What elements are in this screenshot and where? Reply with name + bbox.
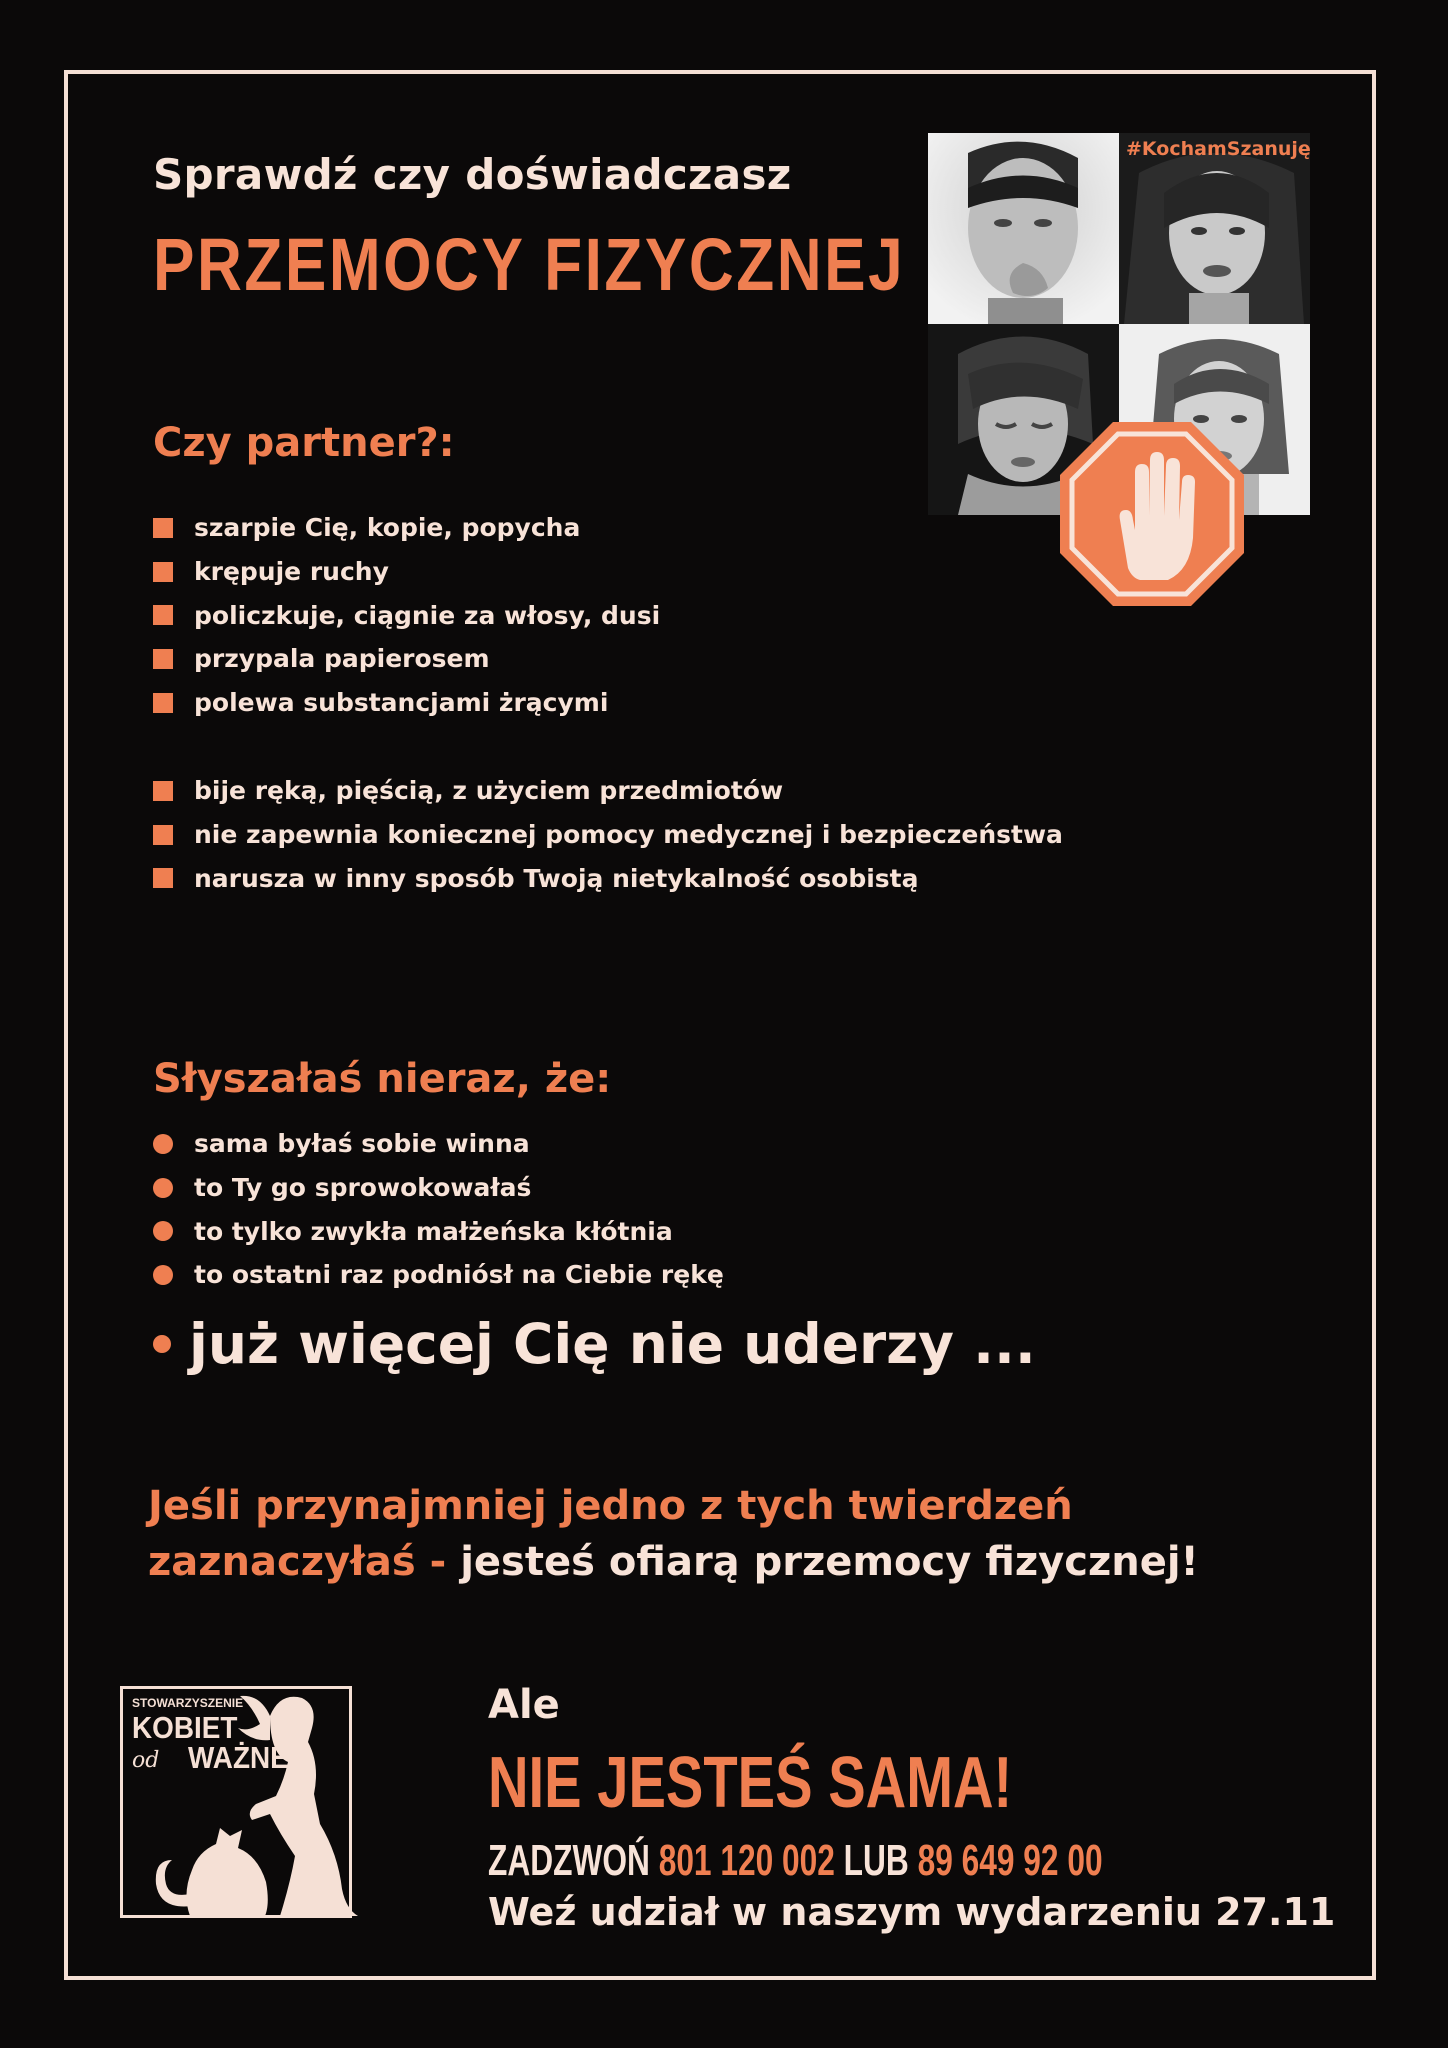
call-label: ZADZWOŃ bbox=[488, 1836, 650, 1885]
hashtag: #KochamSzanuję bbox=[1126, 138, 1311, 160]
or-label: LUB bbox=[843, 1836, 909, 1885]
circle-bullet-icon bbox=[153, 1335, 171, 1353]
list-item: szarpie Cię, kopie, popycha bbox=[153, 506, 660, 550]
portrait-photo-1 bbox=[928, 133, 1119, 324]
square-bullet-icon bbox=[153, 693, 173, 713]
emphasis-text: już więcej Cię nie uderzy ... bbox=[189, 1312, 1036, 1376]
partner-list-1 bbox=[153, 506, 660, 724]
portrait-photo-2 bbox=[1119, 133, 1310, 324]
partner-list-2 bbox=[153, 769, 1063, 900]
conclusion-line-2: zaznaczyłaś - jesteś ofiarą przemocy fizycznej! bbox=[148, 1539, 1199, 1585]
list-item: narusza w inny sposób Twoją nietykalność osobistą bbox=[153, 856, 1063, 900]
square-bullet-icon bbox=[153, 781, 173, 801]
list-item: to ostatni raz podniósł na Ciebie rękę bbox=[153, 1253, 724, 1297]
not-alone-headline: NIE JESTEŚ SAMA! bbox=[488, 1743, 1013, 1823]
footer-intro: Ale bbox=[488, 1682, 560, 1728]
square-bullet-icon bbox=[153, 605, 173, 625]
heard-section-title: Słyszałaś nieraz, że: bbox=[153, 1056, 612, 1102]
phone-number-2[interactable]: 89 649 92 00 bbox=[917, 1836, 1103, 1885]
square-bullet-icon bbox=[153, 825, 173, 845]
call-line bbox=[488, 1836, 1103, 1886]
circle-bullet-icon bbox=[153, 1134, 173, 1154]
list-item: to Ty go sprowokowałaś bbox=[153, 1166, 724, 1210]
square-bullet-icon bbox=[153, 562, 173, 582]
logo-text-line-2: KOBIET bbox=[132, 1710, 238, 1745]
list-item: krępuje ruchy bbox=[153, 550, 660, 594]
phone-number-1[interactable]: 801 120 002 bbox=[658, 1836, 835, 1885]
square-bullet-icon bbox=[153, 518, 173, 538]
stop-hand-icon bbox=[1058, 420, 1246, 608]
logo-text-line-3: WAŻNE bbox=[188, 1740, 289, 1775]
emphasis-line bbox=[153, 1312, 1036, 1376]
headline: PRZEMOCY FIZYCZNEJ bbox=[153, 223, 906, 306]
square-bullet-icon bbox=[153, 649, 173, 669]
circle-bullet-icon bbox=[153, 1178, 173, 1198]
list-item: policzkuje, ciągnie za włosy, dusi bbox=[153, 593, 660, 637]
list-item: nie zapewnia koniecznej pomocy medycznej i bezpieczeństwa bbox=[153, 813, 1063, 857]
list-item: przypala papierosem bbox=[153, 637, 660, 681]
partner-section-title: Czy partner?: bbox=[153, 420, 455, 466]
list-item: to tylko zwykła małżeńska kłótnia bbox=[153, 1209, 724, 1253]
circle-bullet-icon bbox=[153, 1221, 173, 1241]
circle-bullet-icon bbox=[153, 1265, 173, 1285]
logo-text-line-1: STOWARZYSZENIE bbox=[132, 1696, 244, 1710]
logo-text-script: od bbox=[132, 1748, 160, 1773]
conclusion-line-1: Jeśli przynajmniej jedno z tych twierdzeń bbox=[148, 1483, 1073, 1529]
conclusion-text bbox=[148, 1478, 1199, 1590]
intro-text: Sprawdź czy doświadczasz bbox=[153, 150, 792, 199]
list-item: polewa substancjami żrącymi bbox=[153, 681, 660, 725]
heard-list bbox=[153, 1122, 724, 1297]
list-item: sama byłaś sobie winna bbox=[153, 1122, 724, 1166]
organization-logo bbox=[120, 1684, 378, 1922]
list-item: bije ręką, pięścią, z użyciem przedmiotów bbox=[153, 769, 1063, 813]
square-bullet-icon bbox=[153, 868, 173, 888]
event-text: Weź udział w naszym wydarzeniu 27.11 bbox=[488, 1890, 1336, 1934]
